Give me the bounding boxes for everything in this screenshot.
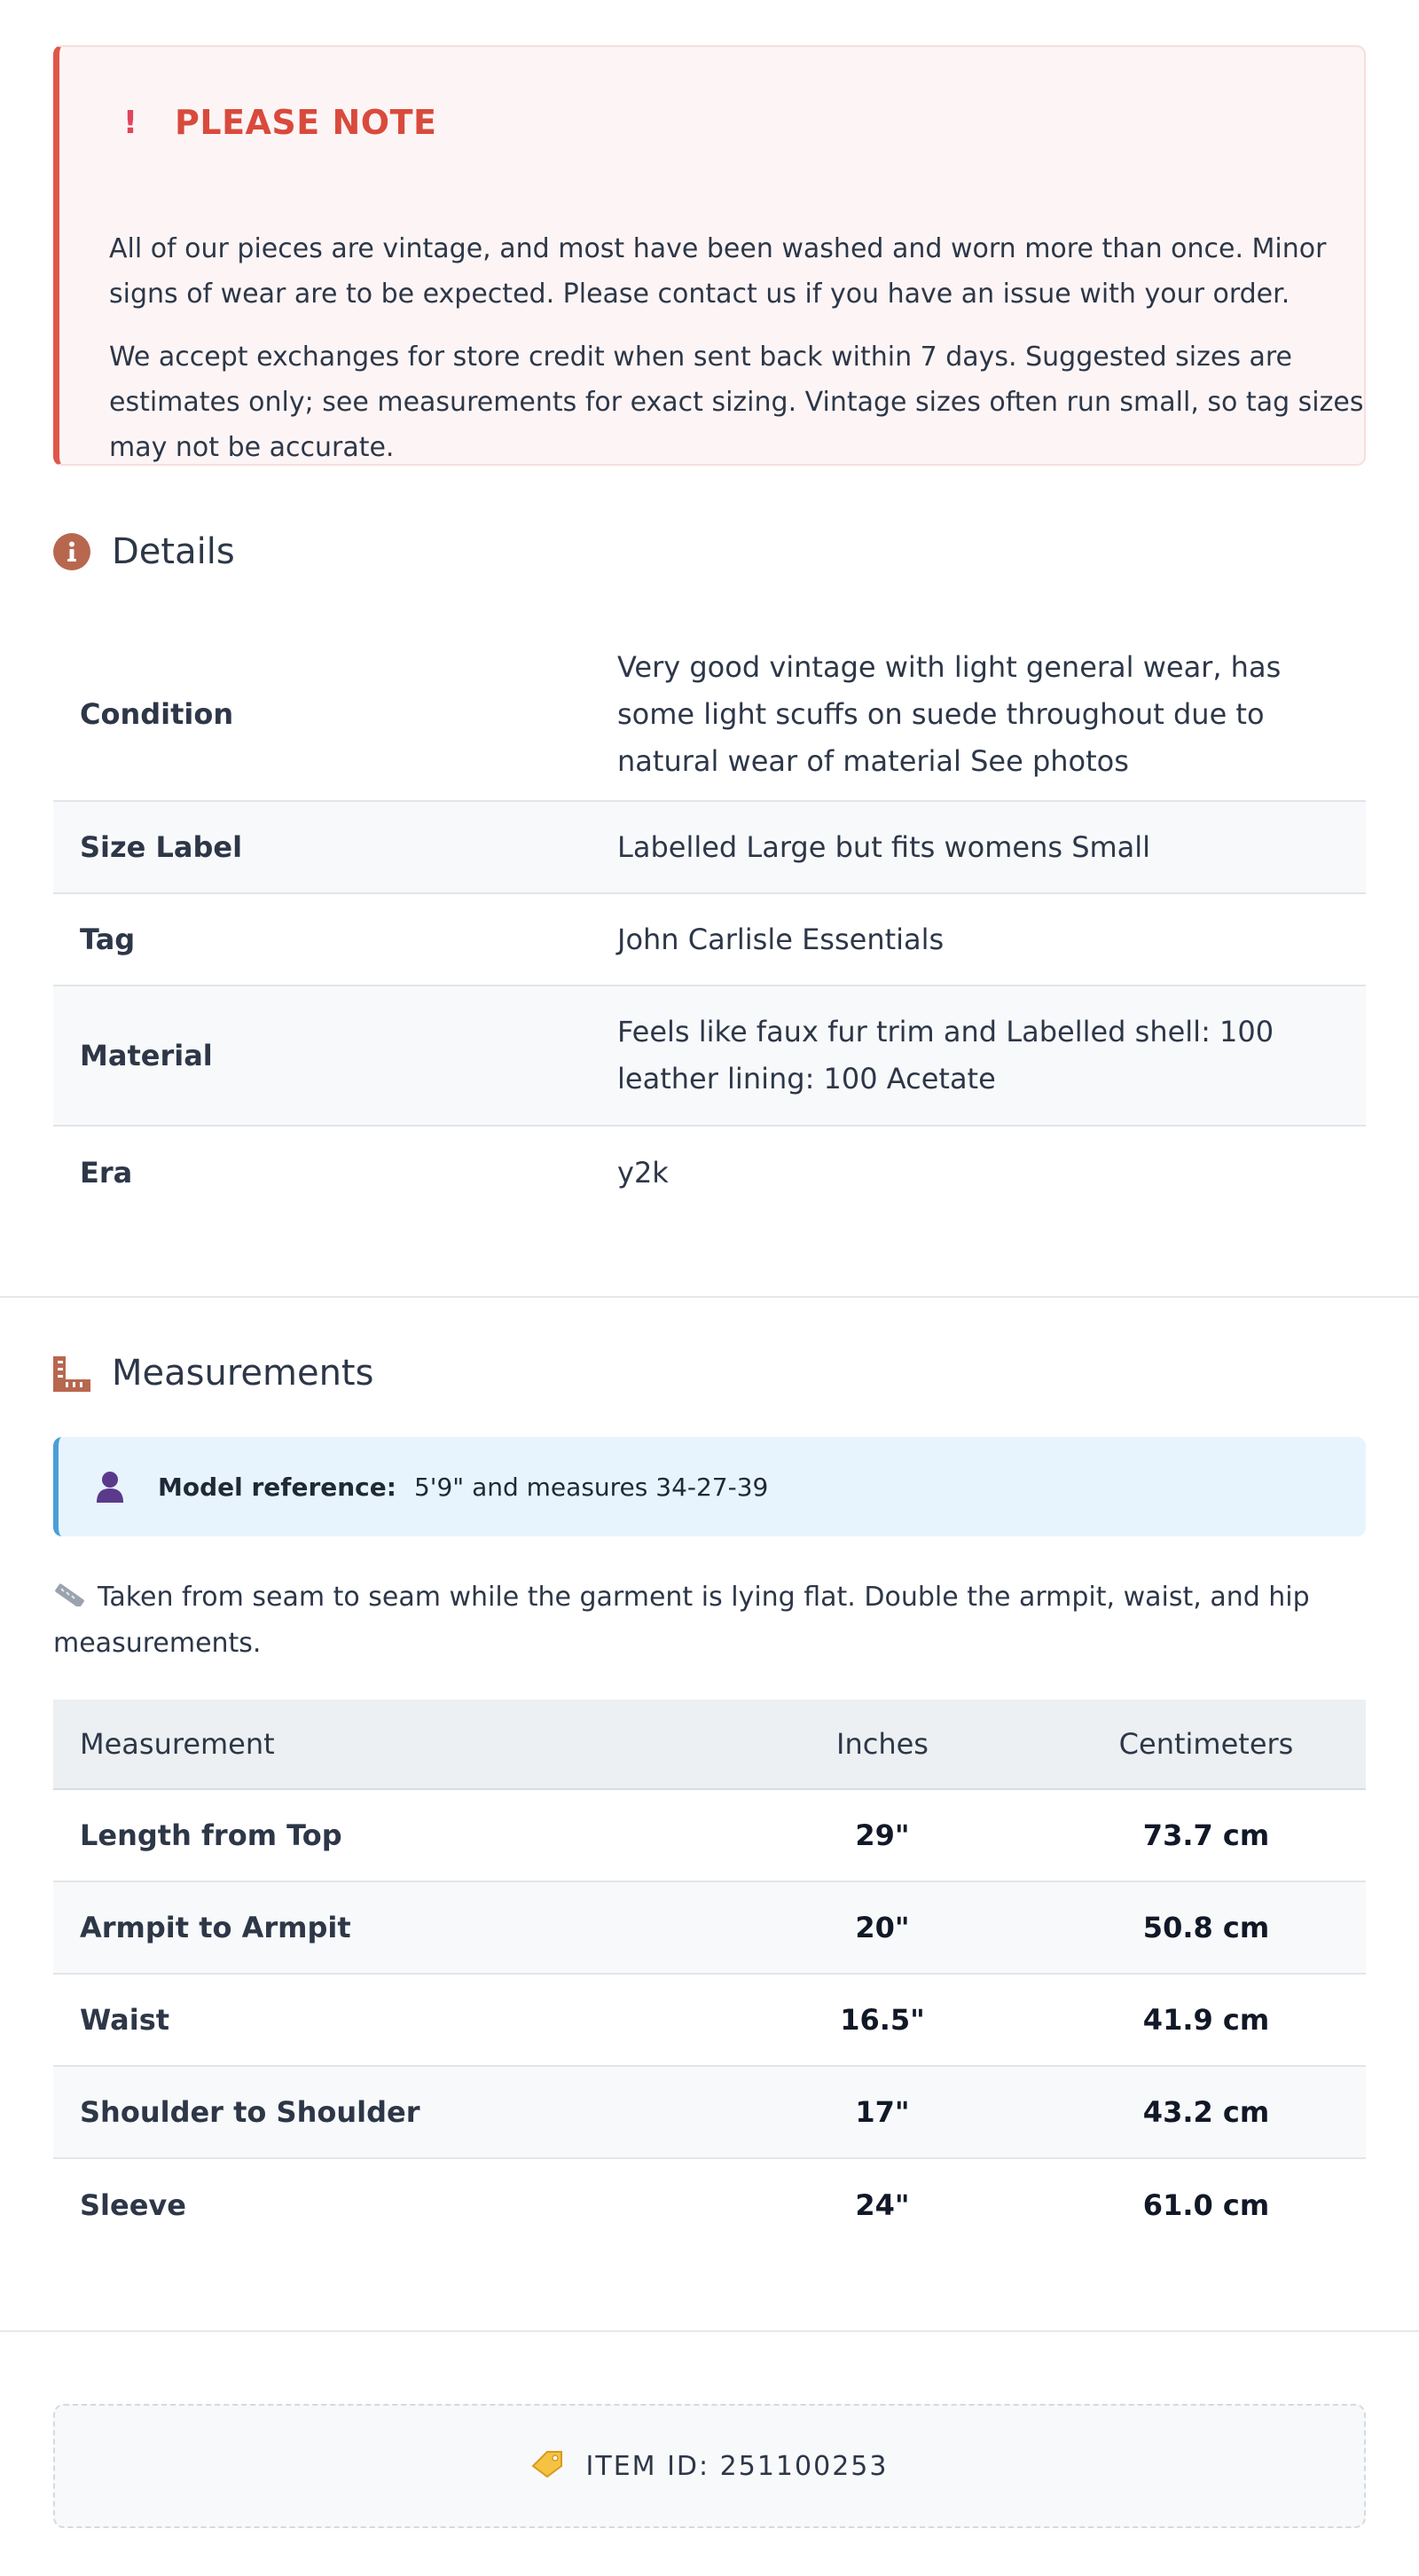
person-icon — [92, 1469, 128, 1504]
table-row — [53, 1975, 1366, 2067]
measurement-name: Armpit to Armpit — [80, 1911, 351, 1944]
note-paragraph-2: We accept exchanges for store credit when sent back within 7 days. Suggested sizes are estimates only; see measurements for exact sizing. Vintage sizes often run small, so tag sizes may not be accurate. — [109, 342, 1364, 463]
table-row — [53, 1790, 1366, 1882]
measurement-cm: 41.9 cm — [1142, 2003, 1270, 2037]
measurement-inches: 24" — [855, 2188, 910, 2222]
measurement-name: Shoulder to Shoulder — [80, 2095, 420, 2129]
measurement-cm: 50.8 cm — [1142, 1911, 1270, 1944]
section-divider — [0, 2330, 1419, 2332]
measurement-inches: 29" — [855, 1818, 910, 1852]
measurements-table-header — [53, 1700, 1366, 1790]
measurement-note-text: Taken from seam to seam while the garment is lying flat. Double the armpit, waist, and hip measurements. — [53, 1582, 1310, 1659]
note-header — [113, 100, 436, 145]
please-note-box — [53, 45, 1366, 466]
measurement-cm: 73.7 cm — [1142, 1818, 1270, 1852]
model-reference-label: Model reference: — [158, 1472, 396, 1502]
item-id: ITEM ID: 251100253 — [585, 2450, 889, 2482]
header-measurement: Measurement — [80, 1727, 275, 1761]
details-row-tag — [53, 894, 1366, 986]
item-id-box — [53, 2404, 1366, 2528]
measurements-heading — [53, 1347, 373, 1400]
details-row-material — [53, 986, 1366, 1127]
details-label: Material — [80, 1039, 213, 1072]
details-value: John Carlisle Essentials — [617, 922, 945, 956]
details-row-condition — [53, 628, 1366, 802]
measurement-inches: 20" — [855, 1911, 910, 1944]
details-value: Very good vintage with light general wear, has some light scuffs on suede throughout due to natural wear of material See photos — [617, 649, 1282, 778]
details-label: Size Label — [80, 830, 243, 864]
details-value: Feels like faux fur trim and Labelled shell: 100 leather lining: 100 Acetate — [617, 1015, 1274, 1096]
measurement-inches: 16.5" — [840, 2003, 925, 2037]
header-centimeters: Centimeters — [1118, 1727, 1294, 1761]
details-label: Era — [80, 1156, 133, 1190]
measurement-note — [53, 1575, 1313, 1666]
note-title: PLEASE NOTE — [175, 103, 437, 142]
ruler-icon — [53, 1355, 90, 1392]
details-title: Details — [112, 531, 235, 572]
measurement-name: Sleeve — [80, 2188, 186, 2222]
header-inches: Inches — [836, 1727, 929, 1761]
details-row-size-label — [53, 802, 1366, 894]
model-reference-box — [53, 1437, 1366, 1536]
info-circle-icon — [53, 533, 90, 570]
measurements-title: Measurements — [112, 1353, 374, 1394]
details-row-era — [53, 1127, 1366, 1219]
section-divider — [0, 1296, 1419, 1298]
measurement-cm: 43.2 cm — [1142, 2095, 1270, 2129]
details-label: Tag — [80, 923, 136, 956]
table-row — [53, 2159, 1366, 2251]
table-row — [53, 1882, 1366, 1975]
measurement-inches: 17" — [855, 2095, 910, 2129]
details-heading — [53, 525, 235, 578]
measurements-table — [53, 1700, 1366, 2251]
measurement-name: Waist — [80, 2003, 170, 2037]
measurement-cm: 61.0 cm — [1142, 2188, 1270, 2222]
details-table — [53, 628, 1366, 1219]
note-paragraph-1: All of our pieces are vintage, and most have been washed and worn more than once. Minor signs of wear are to be expected. Please contact us if you have an issue with your order. — [109, 233, 1327, 310]
tag-icon — [531, 2450, 565, 2482]
exclamation-icon: ! — [122, 104, 138, 141]
details-value: Labelled Large but fits womens Small — [617, 829, 1151, 864]
table-row — [53, 2067, 1366, 2159]
measurement-name: Length from Top — [80, 1818, 342, 1852]
details-label: Condition — [80, 697, 234, 731]
model-reference-value: 5'9" and measures 34-27-39 — [413, 1472, 769, 1502]
straight-ruler-icon — [53, 1575, 85, 1621]
details-value: y2k — [617, 1155, 669, 1190]
